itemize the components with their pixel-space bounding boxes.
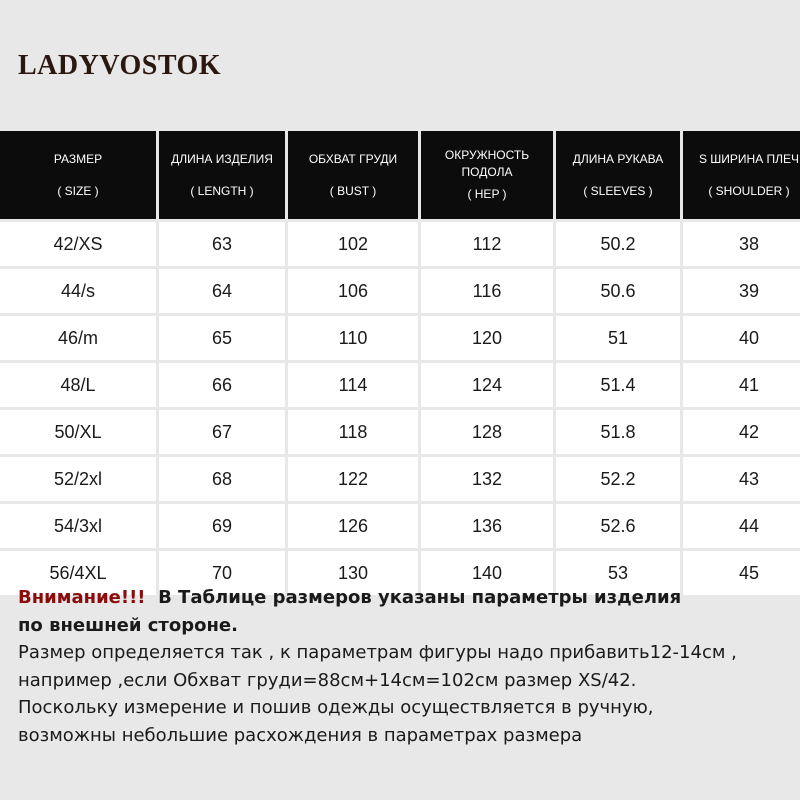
row-7-size: 54/3xl — [0, 504, 156, 548]
row-4-bust: 114 — [288, 363, 418, 407]
size-chart-table — [0, 131, 800, 595]
header-shoulder — [683, 131, 800, 219]
row-4-hem: 124 — [421, 363, 553, 407]
notes-line-6: возможны небольшие расхождения в параметрах размера — [18, 724, 583, 746]
row-1-bust: 102 — [288, 222, 418, 266]
row-7-bust: 126 — [288, 504, 418, 548]
size-notes — [18, 584, 788, 749]
row-5-bust: 118 — [288, 410, 418, 454]
brand-logo: LADYVOSTOK — [18, 50, 222, 81]
header-size-ru: РАЗМЕР — [53, 152, 103, 166]
row-4-shoulder: 41 — [683, 363, 800, 407]
header-sleeves — [556, 131, 680, 219]
notes-line-3: Размер определяется так , к параметрам фигуры надо прибавить12-14см , — [18, 642, 737, 663]
header-length — [159, 131, 285, 219]
row-7-hem: 136 — [421, 504, 553, 548]
header-shoulder-en: ( SHOULDER ) — [708, 184, 790, 198]
header-shoulder-ru: S ШИРИНА ПЛЕЧ — [698, 152, 800, 166]
row-4-sleeves: 51.4 — [556, 363, 680, 407]
header-size — [0, 131, 156, 219]
header-bust-ru: ОБХВАТ ГРУДИ — [308, 152, 398, 166]
row-6-sleeves: 52.2 — [556, 457, 680, 501]
warning-label: Внимание!!! — [18, 587, 146, 608]
notes-line-4: например ,если Обхват груди=88см+14см=102см размер XS/42. — [18, 669, 637, 691]
row-5-length: 67 — [159, 410, 285, 454]
header-hem-en: ( HEP ) — [467, 187, 507, 201]
row-1-hem: 112 — [421, 222, 553, 266]
row-2-length: 64 — [159, 269, 285, 313]
header-sleeves-en: ( SLEEVES ) — [583, 184, 653, 198]
row-3-length: 65 — [159, 316, 285, 360]
row-3-hem: 120 — [421, 316, 553, 360]
row-2-sleeves: 50.6 — [556, 269, 680, 313]
row-8-hem: 140 — [421, 551, 553, 595]
row-8-sleeves: 53 — [556, 551, 680, 595]
header-length-en: ( LENGTH ) — [190, 184, 254, 198]
row-6-length: 68 — [159, 457, 285, 501]
row-5-sleeves: 51.8 — [556, 410, 680, 454]
row-6-size: 52/2xl — [0, 457, 156, 501]
row-8-shoulder: 45 — [683, 551, 800, 595]
row-2-size: 44/s — [0, 269, 156, 313]
header-hem — [421, 131, 553, 219]
row-3-shoulder: 40 — [683, 316, 800, 360]
header-bust — [288, 131, 418, 219]
row-5-hem: 128 — [421, 410, 553, 454]
header-length-ru: ДЛИНА ИЗДЕЛИЯ — [171, 152, 273, 166]
row-1-size: 42/XS — [0, 222, 156, 266]
header-sleeves-ru: ДЛИНА РУКАВА — [572, 152, 664, 166]
row-4-size: 48/L — [0, 363, 156, 407]
row-1-sleeves: 50.2 — [556, 222, 680, 266]
row-6-bust: 122 — [288, 457, 418, 501]
row-5-shoulder: 42 — [683, 410, 800, 454]
row-2-hem: 116 — [421, 269, 553, 313]
row-8-size: 56/4XL — [0, 551, 156, 595]
notes-line-5: Поскольку измерение и пошив одежды осуществляется в ручную, — [18, 697, 654, 718]
row-2-bust: 106 — [288, 269, 418, 313]
row-1-shoulder: 38 — [683, 222, 800, 266]
row-3-size: 46/m — [0, 316, 156, 360]
row-5-size: 50/XL — [0, 410, 156, 454]
row-6-shoulder: 43 — [683, 457, 800, 501]
row-3-sleeves: 51 — [556, 316, 680, 360]
header-size-en: ( SIZE ) — [57, 184, 99, 198]
row-7-length: 69 — [159, 504, 285, 548]
notes-line-1-text: В Таблице размеров указаны параметры изделия — [158, 587, 682, 608]
notes-line-1 — [18, 584, 788, 612]
notes-line-2: по внешней стороне. — [18, 614, 238, 636]
row-7-sleeves: 52.6 — [556, 504, 680, 548]
row-8-bust: 130 — [288, 551, 418, 595]
row-1-length: 63 — [159, 222, 285, 266]
row-6-hem: 132 — [421, 457, 553, 501]
row-3-bust: 110 — [288, 316, 418, 360]
header-hem-ru: ОКРУЖНОСТЬ ПОДОЛА — [444, 148, 530, 179]
header-bust-en: ( BUST ) — [329, 184, 377, 198]
row-8-length: 70 — [159, 551, 285, 595]
row-4-length: 66 — [159, 363, 285, 407]
row-7-shoulder: 44 — [683, 504, 800, 548]
row-2-shoulder: 39 — [683, 269, 800, 313]
